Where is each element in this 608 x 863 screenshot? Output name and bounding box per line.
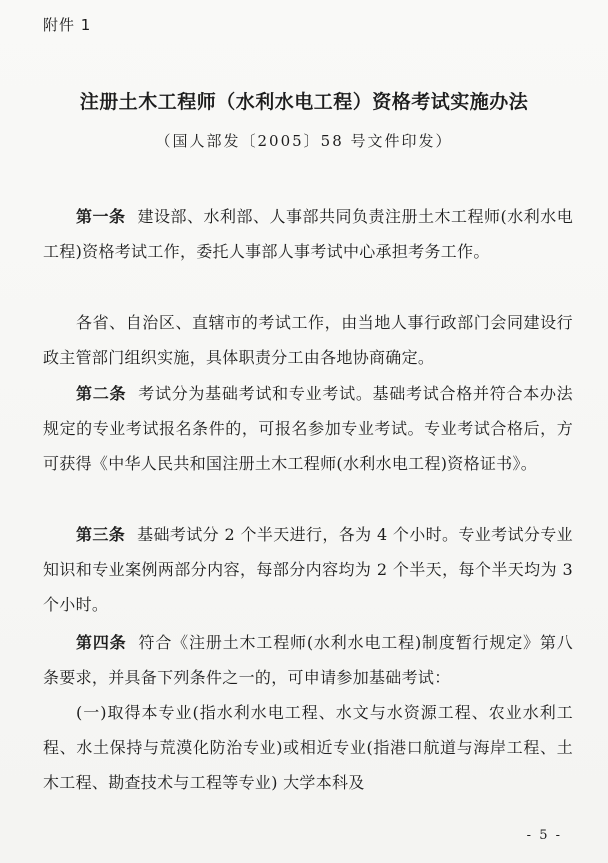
paragraph-article-4-item-1 (43, 695, 573, 800)
article-number: 第二条 (76, 384, 127, 403)
article-number: 第三条 (76, 525, 126, 544)
paragraph-article-2 (43, 376, 573, 481)
article-number: 第四条 (76, 633, 127, 652)
paragraph-text: 基础考试分 2 个半天进行，各为 4 个小时。专业考试分专业知识和专业案例两部分内容，每部分内容均为 2 个半天，每个半天均为 3 个小时。 (43, 525, 573, 614)
paragraph-text: 建设部、水利部、人事部共同负责注册土木工程师(水利水电工程)资格考试工作，委托人事部人事考试中心承担考务工作。 (43, 207, 573, 261)
attachment-label: 附件 1 (43, 16, 92, 34)
paragraph-article-1-continued (43, 305, 573, 375)
paragraph-text: 考试分为基础考试和专业考试。基础考试合格并符合本办法规定的专业考试报名条件的，可报名参加专业考试。专业考试合格后，方可获得《中华人民共和国注册土木工程师(水利水电工程)资格证书》。 (43, 384, 573, 473)
document-subtitle: （国人部发〔2005〕58 号文件印发） (155, 132, 453, 150)
page-number: - 5 - (526, 828, 562, 843)
paragraph-article-4 (43, 625, 573, 695)
document-title: 注册土木工程师（水利水电工程）资格考试实施办法 (79, 91, 529, 113)
paragraph-text: (一)取得本专业(指水利水电工程、水文与水资源工程、农业水利工程、水土保持与荒漠化防治专业)或相近专业(指港口航道与海岸工程、土木工程、勘查技术与工程等专业) 大学本科及 (43, 703, 573, 792)
paragraph-article-3 (43, 517, 573, 622)
article-number: 第一条 (76, 207, 126, 226)
paragraph-text: 符合《注册土木工程师(水利水电工程)制度暂行规定》第八条要求，并具备下列条件之一的，可申请参加基础考试： (43, 633, 573, 687)
paragraph-article-1 (43, 199, 573, 269)
paragraph-text: 各省、自治区、直辖市的考试工作，由当地人事行政部门会同建设行政主管部门组织实施，具体职责分工由各地协商确定。 (43, 313, 573, 367)
